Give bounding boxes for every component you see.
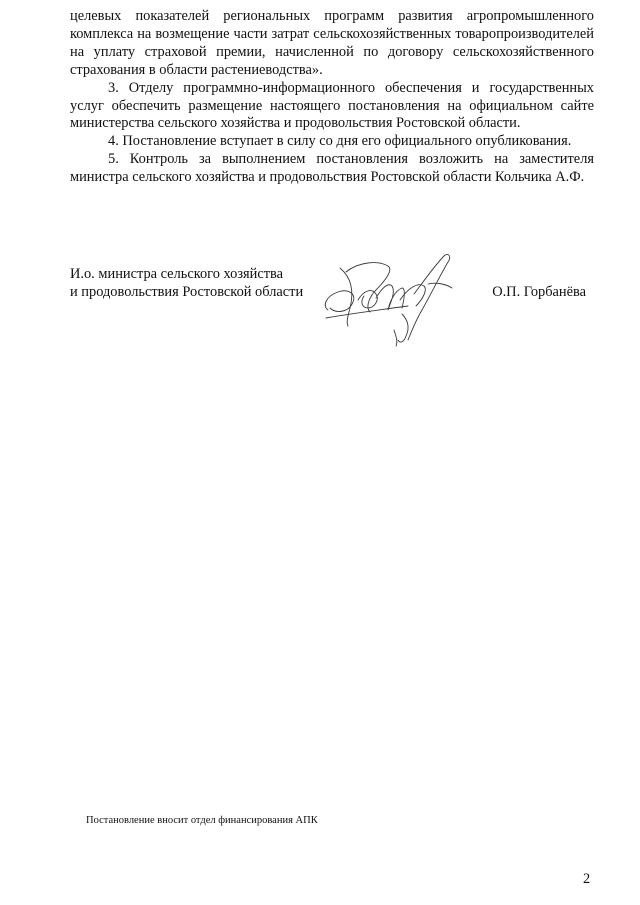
paragraph-continuation: целевых показателей региональных программ развития агропромышленного комплекса на возмещение части затрат сельскохозяйственных товаропроизводителей на уплату страховой премии, начисленной по договору сельскохозяйственного страхования в области растениеводства». (70, 8, 594, 78)
signatory-title-line-1: И.о. министра сельского хозяйства (70, 266, 284, 282)
handwritten-signature (318, 248, 468, 348)
page-number: 2 (583, 871, 591, 887)
document-body (70, 8, 594, 187)
signatory-title (70, 266, 303, 302)
signatory-title-line-2: и продовольствия Ростовской области (70, 283, 304, 300)
footnote: Постановление вносит отдел финансирования АПК (86, 815, 318, 826)
signature-block (70, 266, 594, 356)
paragraph-item-4: 4. Постановление вступает в силу со дня его официального опубликования. (108, 133, 572, 150)
paragraph-item-5: 5. Контроль за выполнением постановления возложить на заместителя министра сельского хозяйства и продовольствия Ростовской области Кольчика А.Ф. (70, 151, 594, 186)
signatory-name: О.П. Горбанёва (492, 284, 586, 300)
paragraph-item-3: 3. Отделу программно-информационного обеспечения и государственных услуг обеспечить размещение настоящего постановления на официальном сайте министерства сельского хозяйства и продовольствия Ростовской области. (70, 79, 594, 132)
